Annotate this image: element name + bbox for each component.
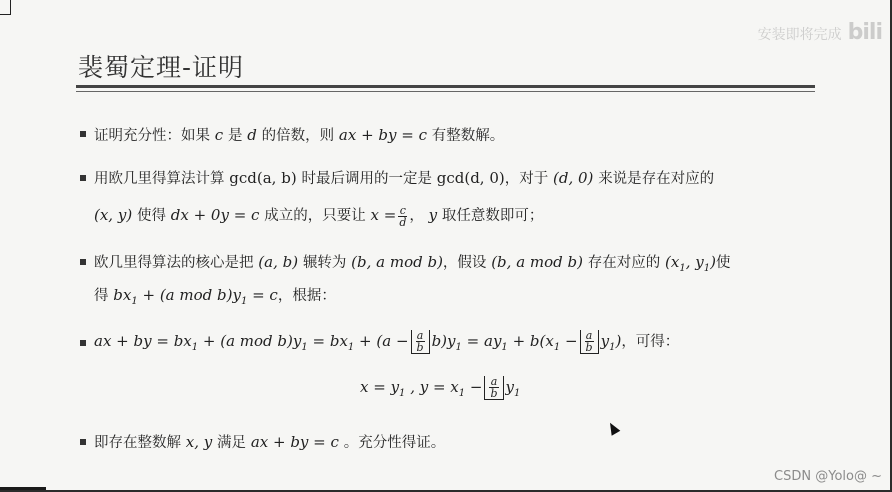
text: ， [409,208,424,224]
floor-bracket: $\frac{a}{b}$ [411,330,430,354]
text: 成立的，只要让 [264,208,366,224]
math: ax + by = $bx_1 + (a$ mod $b)y_1 = bx_1 + (a$ − $\frac{a}{b}$ $b)y_1 = ay_1 + b(x_1$ − $\frac{a}{b}$ $y_1$) [94,329,622,354]
text: 满足 [217,435,247,451]
bullet-4-equation [94,330,679,354]
math: x, y [185,433,213,451]
bilibili-watermark [758,20,882,45]
text: 存在对应的 [587,255,661,271]
watermark-status-text: 安装即将完成 [757,27,842,43]
math: (d, 0) [553,169,594,187]
bullet-marker [80,439,86,445]
text: 的倍数，则 [261,128,335,144]
bullet-3-line-2 [94,284,336,307]
taskbar-edge [0,487,46,490]
fraction-denominator: d [399,215,407,229]
math: d [247,126,257,144]
title-rule-thin [76,91,815,92]
math: c [214,126,224,144]
slide-title: 裴蜀定理-证明 [78,53,245,82]
mouse-cursor-icon [606,420,621,435]
text: 来说是存在对应的 [598,171,715,187]
text: 辗转为 [302,255,347,271]
math: gcd(a, b) [229,169,297,187]
math: gcd(d, 0) [436,169,505,187]
bullet-3-line-1 [94,251,730,274]
text: 证明充分性：如果 [94,128,210,144]
math: dx + 0y = c [170,206,260,224]
text: 欧几里得算法的核心是把 [94,255,254,271]
text: 得 [94,288,109,304]
bullet-2-line-1 [94,167,714,188]
bullet-marker [80,259,86,265]
bullet-1-line [94,124,504,145]
text: 用欧几里得算法计算 [94,171,225,187]
math: ax + by = c [250,433,339,451]
bullet-5-line [94,431,445,452]
centered-equation [360,376,520,400]
title-rule-thick [76,85,815,88]
text: 使 [715,255,731,271]
bullet-marker [80,131,86,137]
math: (x, y) [94,206,133,224]
fraction [398,205,407,228]
floor-bracket: $\frac{a}{b}$ [580,330,599,354]
math: (b, a mod b) [491,253,583,271]
text: 有整数解。 [431,128,505,144]
text: 即存在整数解 [94,435,181,451]
window-corner-mark [0,0,11,15]
math: (b, a mod b) [351,253,443,271]
text: ，可得： [621,334,680,350]
csdn-watermark: CSDN @Yolo@ ~ [774,469,882,484]
fraction-numerator: c [399,203,406,217]
math: $bx_1 + (a$ mod $b)y_1 = c$ [113,286,278,307]
math: ($x_1$, $y_1$) [665,253,716,274]
text: ，对于 [504,171,549,187]
text: 是 [227,128,243,144]
bilibili-logo: bili [847,20,882,45]
bullet-2-line-2 [94,204,543,228]
text: ，假设 [442,255,487,271]
bullet-marker [80,340,86,346]
math: y [428,206,438,224]
text: 。充分性得证。 [343,435,446,451]
bullet-marker [80,175,86,181]
math: (a, b) [258,253,299,271]
text: 取任意数即可； [441,208,544,224]
math: x = [370,206,397,224]
math: $x = y_1$ , $y = x_1$ − $\frac{a}{b}$ $y_1$ [360,375,521,400]
text: 时最后调用的一定是 [301,171,432,187]
math: ax + by = c [338,126,428,144]
floor-bracket: $\frac{a}{b}$ [484,376,503,400]
text: 使得 [136,208,166,224]
text: ，根据： [277,288,336,304]
